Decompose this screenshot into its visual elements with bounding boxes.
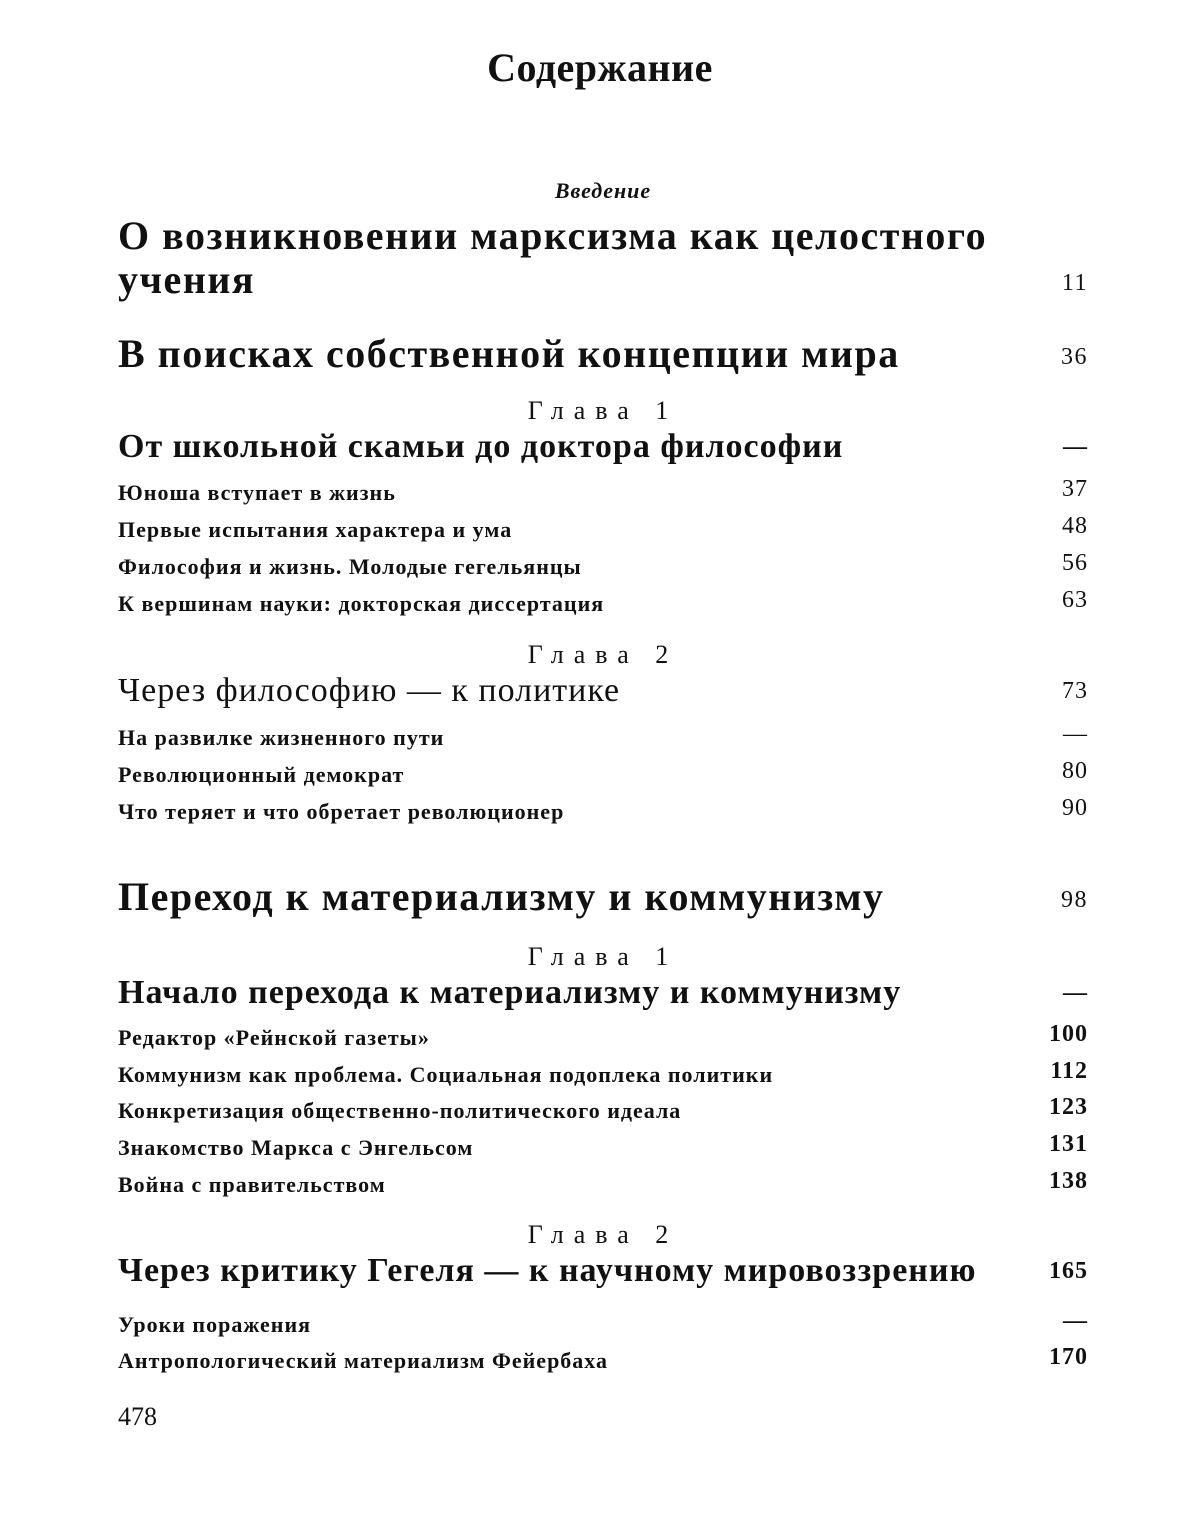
section-page-number: 48: [1062, 513, 1088, 539]
toc-section-row: [118, 1344, 1088, 1374]
section-title: Юноша вступает в жизнь: [118, 480, 396, 505]
introduction-title-text-2: учения: [118, 257, 256, 302]
part2-title: Переход к материализму и коммунизму: [118, 874, 885, 919]
section-page-number: 56: [1062, 550, 1088, 576]
section-page-number: 112: [1050, 1058, 1088, 1084]
section-page-number: —: [1063, 1308, 1088, 1334]
part1-chapter2-title-row: [118, 672, 1088, 710]
part2-title-row: [118, 873, 1088, 920]
toc-section-row: [118, 1094, 1088, 1124]
part2-chapter1-label: Глава 1: [527, 942, 679, 971]
part1-chapter1-title: От школьной скамьи до доктора философии: [118, 428, 844, 465]
introduction-title-line2: [118, 256, 1088, 303]
part1-chapter1-page-number: —: [1063, 434, 1088, 460]
part1-title: В поисках собственной концепции мира: [118, 331, 900, 376]
page-number-footer: 478: [118, 1402, 157, 1431]
section-page-number: 80: [1062, 758, 1088, 784]
section-page-number: 170: [1049, 1344, 1088, 1370]
part2-chapter1-title-row: [118, 974, 1088, 1012]
section-title: Война с правительством: [118, 1172, 386, 1197]
section-page-number: 123: [1049, 1094, 1088, 1120]
toc-section-row: [118, 721, 1088, 751]
part1-chapter2-label: Глава 2: [527, 640, 679, 669]
section-title: Что теряет и что обретает революционер: [118, 799, 565, 824]
section-page-number: 37: [1062, 476, 1088, 502]
toc-section-row: [118, 1168, 1088, 1198]
part2-chapter1-title: Начало перехода к материализму и коммунизму: [118, 974, 902, 1011]
part2-chapter2-label: Глава 2: [527, 1220, 679, 1249]
part1-chapter2-title: Через философию — к политике: [118, 672, 621, 709]
toc-section-row: [118, 513, 1088, 543]
section-page-number: —: [1063, 721, 1088, 747]
toc-section-row: [118, 550, 1088, 580]
introduction-page-number: 11: [1061, 270, 1088, 296]
introduction-label: Введение: [554, 178, 652, 203]
section-page-number: 131: [1049, 1131, 1088, 1157]
section-title: Конкретизация общественно-политического идеала: [118, 1098, 682, 1123]
section-page-number: 138: [1049, 1168, 1088, 1194]
toc-section-row: [118, 1308, 1088, 1338]
part1-page-number: 36: [1061, 344, 1088, 370]
section-page-number: 100: [1049, 1021, 1088, 1047]
toc-section-row: [118, 795, 1088, 825]
section-title: Первые испытания характера и ума: [118, 517, 513, 542]
section-title: Знакомство Маркса с Энгельсом: [118, 1135, 474, 1160]
introduction-title-line1: [118, 212, 1088, 259]
section-page-number: 90: [1062, 795, 1088, 821]
section-title: На развилке жизненного пути: [118, 725, 445, 750]
section-title: Коммунизм как проблема. Социальная подоплека политики: [118, 1062, 774, 1087]
toc-section-row: [118, 1131, 1088, 1161]
part1-title-row: [118, 330, 1088, 377]
toc-section-row: [118, 1021, 1088, 1051]
part2-page-number: 98: [1061, 887, 1088, 913]
toc-section-row: [118, 476, 1088, 506]
section-title: Редактор «Рейнской газеты»: [118, 1025, 430, 1050]
toc-section-row: [118, 587, 1088, 617]
introduction-title-text-1: О возникновении марксизма как целостного: [118, 213, 988, 258]
section-title: Революционный демократ: [118, 762, 405, 787]
part2-chapter1-page-number: —: [1063, 980, 1088, 1006]
section-title: Уроки поражения: [118, 1312, 312, 1337]
part1-chapter2-page-number: 73: [1062, 678, 1088, 704]
section-title: Антропологический материализм Фейербаха: [118, 1348, 609, 1373]
part2-chapter2-page-number: 165: [1049, 1258, 1088, 1284]
page-title: Содержание: [487, 45, 713, 90]
section-title: Философия и жизнь. Молодые гегельянцы: [118, 554, 582, 579]
section-title: К вершинам науки: докторская диссертация: [118, 591, 605, 616]
part2-chapter2-title: Через критику Гегеля — к научному мировоззрению: [118, 1252, 977, 1289]
toc-section-row: [118, 1058, 1088, 1088]
toc-section-row: [118, 758, 1088, 788]
part1-chapter1-label: Глава 1: [527, 396, 679, 425]
part1-chapter1-title-row: [118, 428, 1088, 466]
part2-chapter2-title-row: [118, 1252, 1088, 1290]
section-page-number: 63: [1062, 587, 1088, 613]
